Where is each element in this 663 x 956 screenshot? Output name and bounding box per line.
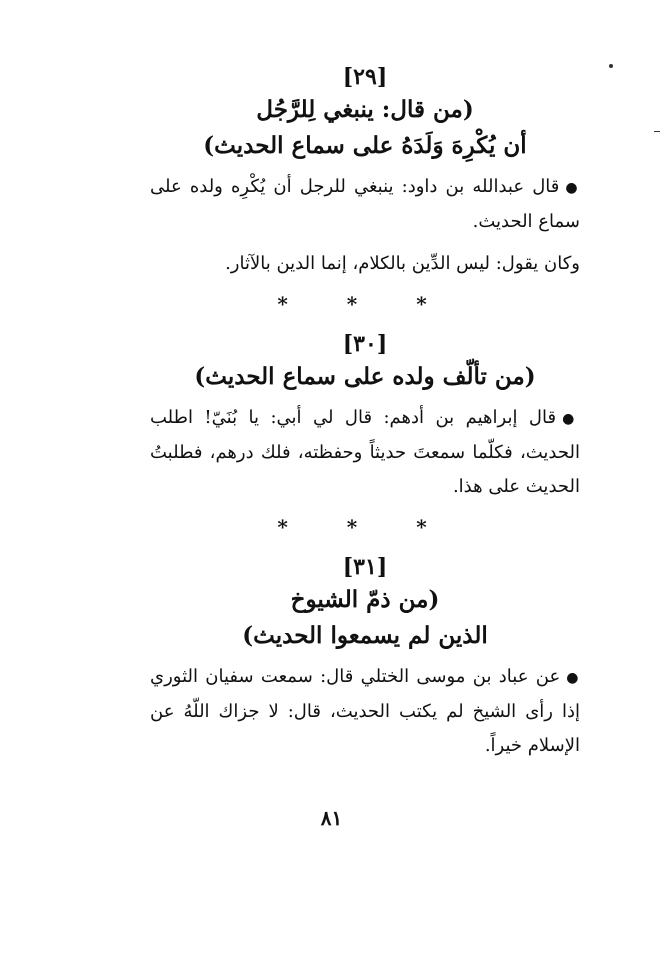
- section-30: [150, 329, 580, 542]
- section-heading: (من ذمّ الشيوخ: [290, 586, 440, 613]
- section-separator: * * *: [277, 292, 453, 316]
- section-heading: (من تألّف ولده على سماع الحديث): [194, 363, 536, 390]
- section-number: [٣٠]: [342, 331, 388, 357]
- paragraph-text: وكان يقول: ليس الدِّين بالكلام، إنما الدين بالآثار.: [225, 253, 580, 274]
- page-content: [150, 62, 580, 771]
- section-separator: * * *: [277, 515, 453, 539]
- section-31: [150, 552, 580, 763]
- paragraph: [150, 247, 580, 281]
- paragraph: [150, 660, 580, 763]
- bullet-icon: ●: [566, 670, 580, 686]
- paragraph-text: عن عباد بن موسى الختلي قال: سمعت سفيان الثوري إذا رأى الشيخ لم يكتب الحديث، قال: لا جزاك اللّهُ عن الإسلام خيراً.: [150, 666, 580, 756]
- bullet-icon: ●: [565, 180, 580, 196]
- margin-mark: [609, 64, 613, 68]
- bullet-icon: ●: [562, 411, 581, 427]
- paragraph-text: قال إبراهيم بن أدهم: قال لي أبي: يا بُنَيّ! اطلب الحديث، فكلّما سمعتَ حديثاً وحفظته، فلك درهم، فطلبتُ الحديث على هذا.: [150, 407, 580, 497]
- section-29: [150, 62, 580, 319]
- paragraph: [150, 401, 580, 504]
- paragraph: [150, 170, 580, 239]
- section-heading: أن يُكْرِهَ وَلَدَهُ على سماع الحديث): [203, 132, 527, 159]
- margin-mark: [654, 131, 660, 132]
- paragraph-text: قال عبدالله بن داود: ينبغي للرجل أن يُكْرِه ولده على سماع الحديث.: [150, 176, 580, 232]
- section-heading: الذين لم يسمعوا الحديث): [242, 622, 488, 649]
- section-heading: (من قال: ينبغي لِلرَّجُل: [256, 96, 474, 123]
- page-number: ٨١: [320, 806, 343, 830]
- section-number: [٢٩]: [342, 64, 388, 90]
- section-number: [٣١]: [342, 554, 388, 580]
